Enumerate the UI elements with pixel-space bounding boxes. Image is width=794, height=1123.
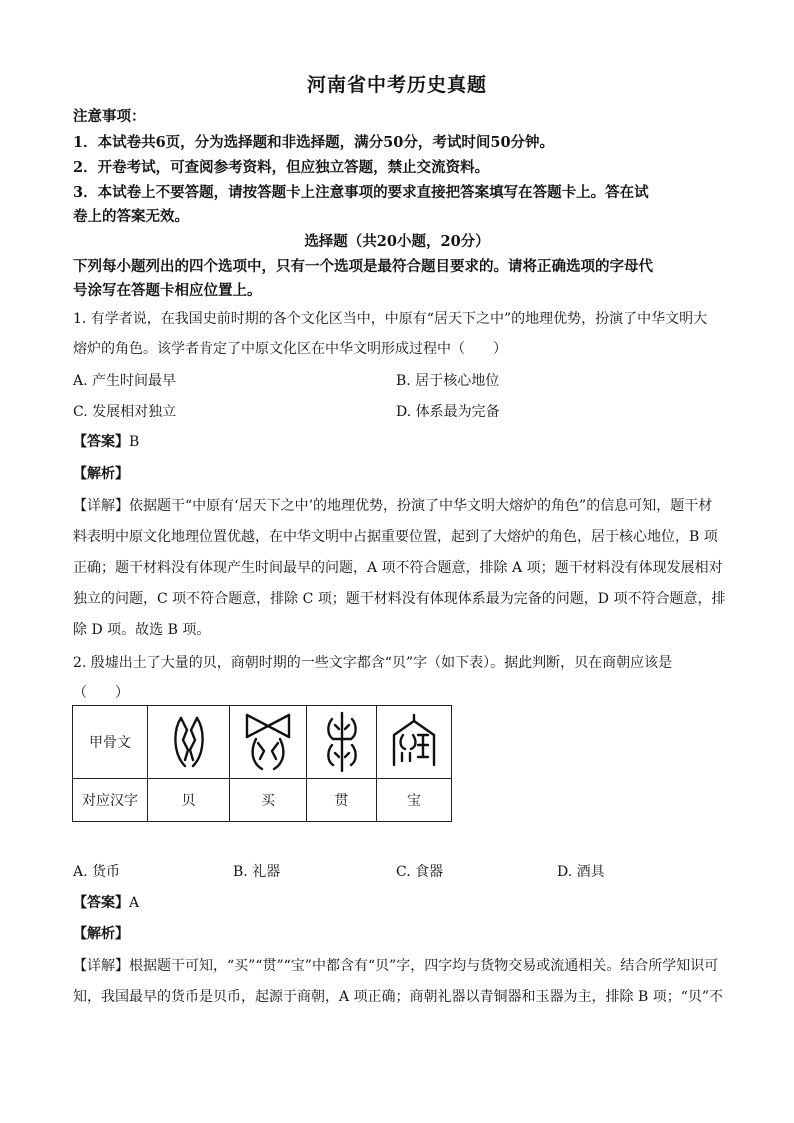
question-1-detail: 独立的问题，C 项不符合题意，排除 C 项；题干材料没有体现体系最为完备的问题，D 项不符合题意，排	[73, 591, 726, 607]
oracle-bone-table	[72, 705, 452, 822]
page-title: 河南省中考历史真题	[306, 74, 487, 96]
question-1-option-d: D. 体系最为完备	[396, 404, 500, 420]
oracle-glyph-bei	[148, 706, 230, 779]
question-2-option-c: C. 食器	[396, 864, 444, 880]
question-1-detail: 【详解】依据题干“中原有‘居天下之中’的地理优势，扮演了中华文明大熔炉的角色”的信息可知，题干材	[73, 498, 713, 514]
question-2-option-a: A. 货币	[73, 864, 121, 880]
question-1-option-c: C. 发展相对独立	[73, 404, 177, 420]
notice-heading: 注意事项：	[73, 108, 146, 125]
oracle-glyph-mai	[230, 706, 307, 779]
notice-item: 3．本试卷上不要答题，请按答题卡上注意事项的要求直接把答案填写在答题卡上。答在试	[73, 184, 649, 201]
notice-item: 2．开卷考试，可查阅参考资料，但应独立答题，禁止交流资料。	[73, 159, 490, 176]
notice-item: 卷上的答案无效。	[73, 208, 189, 225]
question-1-analysis-tag: 【解析】	[73, 466, 129, 482]
question-2-option-b: B. 礼器	[233, 864, 281, 880]
table-cell-char: 贝	[148, 779, 230, 822]
table-cell-char: 宝	[377, 779, 452, 822]
table-row-label: 对应汉字	[73, 779, 148, 822]
question-1-detail: 正确；题干材料没有体现产生时间最早的问题，A 项不符合题意，排除 A 项；题干材料没有体现发展相对	[73, 560, 723, 576]
answer-value: A	[129, 895, 140, 911]
table-cell-char: 买	[230, 779, 307, 822]
answer-tag: 【答案】	[73, 895, 129, 911]
question-2-detail: 知，我国最早的货币是贝币，起源于商朝，A 项正确；商朝礼器以青铜器和玉器为主，排除 B 项；“贝”不	[73, 989, 724, 1005]
question-1-detail: 料表明中原文化地理位置优越，在中华文明中占据重要位置，起到了大熔炉的角色，居于核心地位，B 项	[73, 529, 718, 545]
question-2-answer	[73, 892, 723, 912]
notice-item: 1．本试卷共6页，分为选择题和非选择题，满分50分，考试时间50分钟。	[73, 134, 555, 151]
question-2-stem: （ ）	[73, 685, 129, 701]
question-1-answer	[73, 431, 723, 451]
section-instruction: 下列每小题列出的四个选项中，只有一个选项是最符合题目要求的。请将正确选项的字母代	[73, 258, 653, 275]
question-1-option-b: B. 居于核心地位	[396, 373, 500, 389]
answer-tag: 【答案】	[73, 434, 129, 450]
answer-value: B	[129, 434, 140, 450]
question-1-stem: 1. 有学者说，在我国史前时期的各个文化区当中，中原有“居天下之中”的地理优势，扮演了中华文明大	[73, 311, 708, 327]
question-1-detail: 除 D 项。故选 B 项。	[73, 622, 211, 638]
question-2-analysis-tag: 【解析】	[73, 926, 129, 942]
question-1-option-a: A. 产生时间最早	[73, 373, 177, 389]
question-2-option-d: D. 酒具	[557, 864, 605, 880]
oracle-glyph-bao	[377, 706, 452, 779]
question-1-stem: 熔炉的角色。该学者肯定了中原文化区在中华文明形成过程中（ ）	[73, 341, 507, 357]
question-2-detail: 【详解】根据题干可知，“买”“贯”“宝”中都含有“贝”字，四字均与货物交易或流通相关。结合所学知识可	[73, 958, 719, 974]
section-heading: 选择题（共20小题，20分）	[304, 233, 490, 250]
section-instruction: 号涂写在答题卡相应位置上。	[73, 282, 262, 299]
table-row-label: 甲骨文	[73, 706, 148, 779]
oracle-glyph-guan	[307, 706, 377, 779]
table-cell-char: 贯	[307, 779, 377, 822]
question-2-stem: 2. 殷墟出土了大量的贝，商朝时期的一些文字都含“贝”字（如下表）。据此判断，贝在商朝应该是	[73, 655, 673, 671]
